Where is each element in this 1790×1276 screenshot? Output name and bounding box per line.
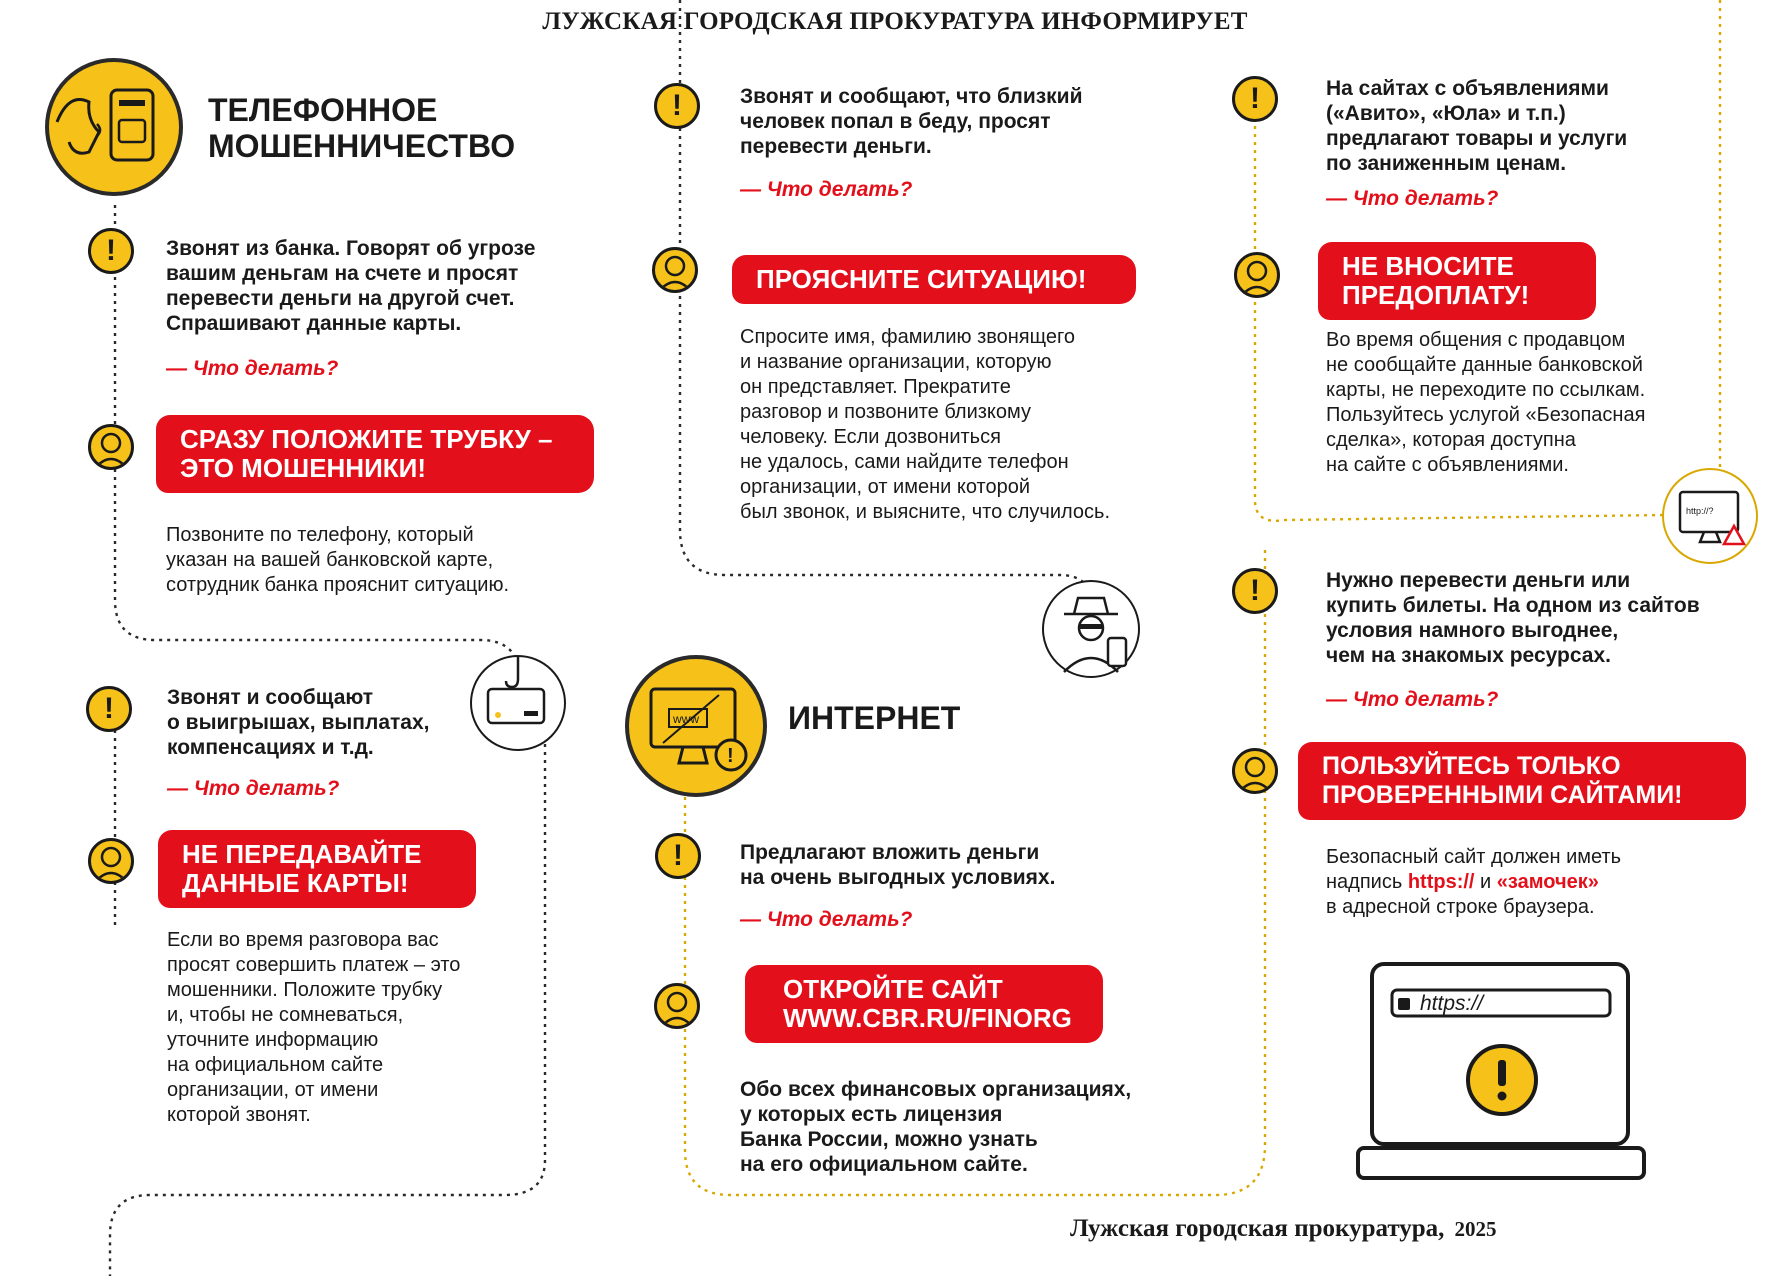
- hacker-icon: [1042, 580, 1140, 678]
- phone-case1-question: Звонят из банка. Говорят об угрозе вашим деньгам на счете и просят перевести деньги на другой счет. Спрашивают данные карты.: [166, 237, 536, 335]
- website-warning-icon: [1662, 468, 1758, 564]
- person-avatar-icon: [652, 247, 698, 293]
- internet-case1-advice-banner: ОТКРОЙТЕ САЙТ WWW.CBR.RU/FINORG: [745, 965, 1103, 1043]
- alert-icon: !: [88, 228, 134, 274]
- internet-case2-advice-text: Во время общения с продавцом не сообщайте данные банковской карты, не переходите по ссылкам. Пользуйтесь услугой «Безопасная сделка», которая доступна на сайте с объявлениями.: [1326, 329, 1646, 476]
- page-footer: Лужская городская прокуратура, 2025: [1070, 1215, 1497, 1242]
- phone-case1-advice-banner: СРАЗУ ПОЛОЖИТЕ ТРУБКУ – ЭТО МОШЕННИКИ!: [156, 415, 594, 493]
- internet-title: ИНТЕРНЕТ: [788, 700, 961, 736]
- internet-case2-question: На сайтах с объявлениями («Авито», «Юла» и т.п.) предлагают товары и услуги по заниженным ценам.: [1326, 77, 1628, 175]
- person-avatar-icon: [1234, 252, 1280, 298]
- person-avatar-icon: [88, 424, 134, 470]
- person-avatar-icon: [1232, 748, 1278, 794]
- phone-case3-advice-text: Спросите имя, фамилию звонящего и название организации, которую он представляет. Прекратите разговор и позвоните близкому человеку. Если дозвониться не удалось, сами найдите телефон организации, от имени которой был звонок, и выясните, что случилось.: [740, 326, 1111, 523]
- svg-text:http://?: http://?: [1686, 506, 1714, 516]
- alert-icon: !: [654, 83, 700, 129]
- phone-case1-advice-text: Позвоните по телефону, который указан на вашей банковской карте, сотрудник банка прояснит ситуацию.: [166, 524, 510, 596]
- alert-icon: !: [86, 686, 132, 732]
- page-header: ЛУЖСКАЯ ГОРОДСКАЯ ПРОКУРАТУРА ИНФОРМИРУЕТ: [542, 8, 1248, 35]
- what-to-do-label: — Что делать?: [740, 178, 913, 201]
- what-to-do-label: — Что делать?: [1326, 688, 1499, 711]
- phone-case2-question: Звонят и сообщают о выигрышах, выплатах, компенсациях и т.д.: [167, 686, 430, 759]
- laptop-url-text: https://: [1420, 992, 1484, 1015]
- person-avatar-icon: [88, 838, 134, 884]
- phone-case2-advice-text: Если во время разговора вас просят совершить платеж – это мошенники. Положите трубку и, чтобы не сомневаться, уточните информацию на официальном сайте организации, от имени которой звонят.: [167, 929, 461, 1126]
- laptop-illustration: [1352, 960, 1652, 1186]
- internet-case3-question: Нужно перевести деньги или купить билеты. На одном из сайтов условия намного выгоднее, чем на знакомых ресурсах.: [1326, 569, 1700, 667]
- internet-case1-advice-text: Обо всех финансовых организациях, у которых есть лицензия Банка России, можно узнать на его официальном сайте.: [740, 1078, 1132, 1176]
- alert-icon: !: [1232, 568, 1278, 614]
- internet-case1-question: Предлагают вложить деньги на очень выгодных условиях.: [740, 841, 1056, 889]
- phone-case2-advice-banner: НЕ ПЕРЕДАВАЙТЕ ДАННЫЕ КАРТЫ!: [158, 830, 476, 908]
- phone-fraud-title: ТЕЛЕФОННОЕ МОШЕННИЧЕСТВО: [208, 92, 516, 164]
- alert-icon: !: [655, 833, 701, 879]
- what-to-do-label: — Что делать?: [166, 357, 339, 380]
- internet-icon: [625, 655, 767, 797]
- what-to-do-label: — Что делать?: [167, 777, 340, 800]
- phone-case3-question: Звонят и сообщают, что близкий человек попал в беду, просят перевести деньги.: [740, 85, 1083, 158]
- internet-case3-advice-text: Безопасный сайт должен иметь надпись https:// и «замочек» в адресной строке браузера.: [1326, 846, 1622, 918]
- internet-case3-advice-banner: ПОЛЬЗУЙТЕСЬ ТОЛЬКО ПРОВЕРЕННЫМИ САЙТАМИ!: [1298, 742, 1746, 820]
- what-to-do-label: — Что делать?: [1326, 187, 1499, 210]
- what-to-do-label: — Что делать?: [740, 908, 913, 931]
- phone-case3-advice-banner: ПРОЯСНИТЕ СИТУАЦИЮ!: [732, 255, 1136, 304]
- internet-case2-advice-banner: НЕ ВНОСИТЕ ПРЕДОПЛАТУ!: [1318, 242, 1596, 320]
- bank-card-hook-icon: [470, 655, 566, 751]
- phone-fraud-icon: [45, 58, 183, 196]
- svg-text:!: !: [727, 745, 734, 767]
- alert-icon: !: [1232, 76, 1278, 122]
- svg-text:www: www: [673, 712, 699, 726]
- person-avatar-icon: [654, 983, 700, 1029]
